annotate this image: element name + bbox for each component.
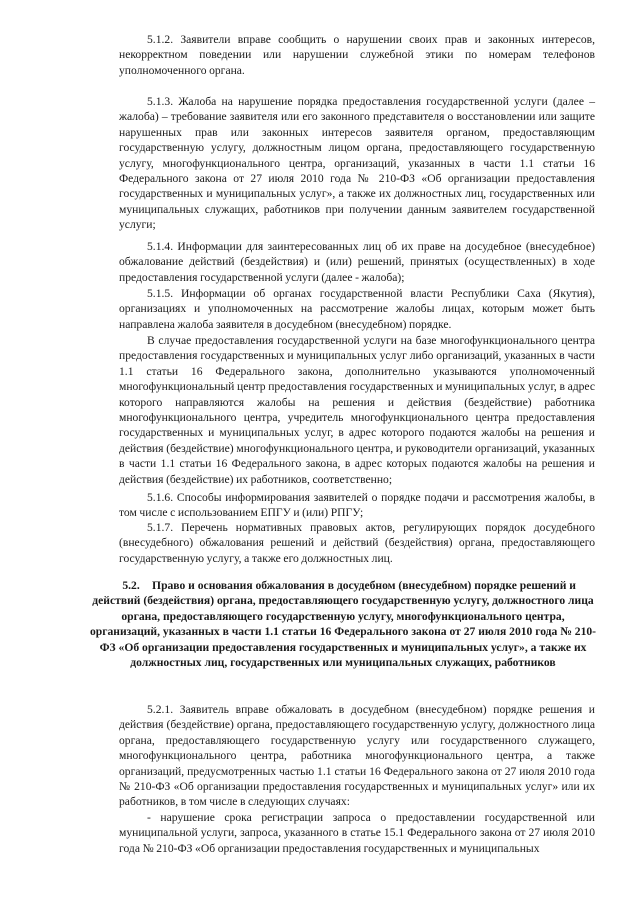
paragraph-5-1-3: 5.1.3. Жалоба на нарушение порядка предоставления государственной услуги (далее – жалоба) – требование заявителя или его законного представителя о восстановлении или защите нарушенных прав или законных интересов заявителя органом, предоставляющим государственную услугу, должностным лицом органа, предоставляющего государственную услугу, многофункционального центра, организаций, указанных в части 1.1 статьи 16 Федерального закона от 27 июля 2010 года № 210-ФЗ «Об организации предоставления государственных и муниципальных услуг», а также их должностных лиц, государственных или муниципальных служащих, работников при получении данным заявителем государственной услуги; [119, 95, 595, 232]
paragraph-mfc-case: В случае предоставления государственной услуги на базе многофункционального центра предоставления государственных и муниципальных услуг либо организаций, указанных в части 1.1 статьи 16 Федерального закона, дополнительно указываются уполномоченный многофункциональный центр предоставления государственных и муниципальных услуг, в адрес которого направляются жалобы на решения и действия (бездействие) работника многофункционального центра, учредитель многофункционального центра предоставления государственных и муниципальных услуг, в адрес которого подаются жалобы на решения и действия (бездействие) многофункционального центра, и руководители организаций, указанных в части 1.1 статьи 16 Федерального закона, в адрес которых подаются жалобы на решения и действия (бездействие) их работников, соответственно; [119, 334, 595, 486]
paragraph-5-2-1: 5.2.1. Заявитель вправе обжаловать в досудебном (внесудебном) порядке решения и действия (бездействие) органа, предоставляющего государственную услугу, должностного лица органа, предоставляющего государственную услугу или государственного служащего, многофункционального центра, работника многофункционального центра, а также организаций, предусмотренных частью 1.1 статьи 16 Федерального закона от 27 июля 2010 года № 210-ФЗ «Об организации предоставления государственных и муниципальных услуг» или их работников, в том числе в следующих случаях: [119, 703, 595, 809]
paragraph-5-1-5: 5.1.5. Информации об органах государственной власти Республики Саха (Якутия), организациях и уполномоченных на рассмотрение жалобы лицах, которым может быть направлена жалоба заявителя в досудебном (внесудебном) порядке. [119, 287, 595, 331]
section-heading-5-2 [88, 578, 598, 670]
paragraph-5-1-4: 5.1.4. Информации для заинтересованных лиц об их праве на досудебное (внесудебное) обжалование действий (бездействия) и (или) решений, принятых (осуществленных) в ходе предоставления государственной услуги (далее - жалоба); [119, 240, 595, 284]
section-number: 5.2. [122, 579, 140, 592]
section-title: Право и основания обжалования в досудебном (внесудебном) порядке решений и действий (бездействия) органа, предоставляющего государственную услугу, должностного лица органа, предоставляющего государственную услугу, многофункционального центра, организаций, указанных в части 1.1 статьи 16 Федерального закона от 27 июля 2010 года № 210-ФЗ «Об организации предоставления государственных и муниципальных услуг», а также их должностных лиц, государственных или муниципальных служащих, работников [89, 579, 597, 670]
paragraph-5-1-2: 5.1.2. Заявители вправе сообщить о нарушении своих прав и законных интересов, некорректном поведении или нарушении служебной этики по номерам телефонов уполномоченного органа. [119, 33, 595, 77]
paragraph-5-1-6: 5.1.6. Способы информирования заявителей о порядке подачи и рассмотрения жалобы, в том числе с использованием ЕПГУ и (или) РПГУ; [119, 491, 595, 520]
paragraph-5-1-7: 5.1.7. Перечень нормативных правовых актов, регулирующих порядок досудебного (внесудебного) обжалования решений и действий (бездействия) органа, предоставляющего государственную услугу, а также его должностных лиц. [119, 521, 595, 565]
paragraph-violation-list-item: - нарушение срока регистрации запроса о предоставлении государственной или муниципальной услуги, запроса, указанного в статье 15.1 Федерального закона от 27 июля 2010 года № 210-ФЗ «Об организации предоставления государственных и муниципальных [119, 811, 595, 855]
